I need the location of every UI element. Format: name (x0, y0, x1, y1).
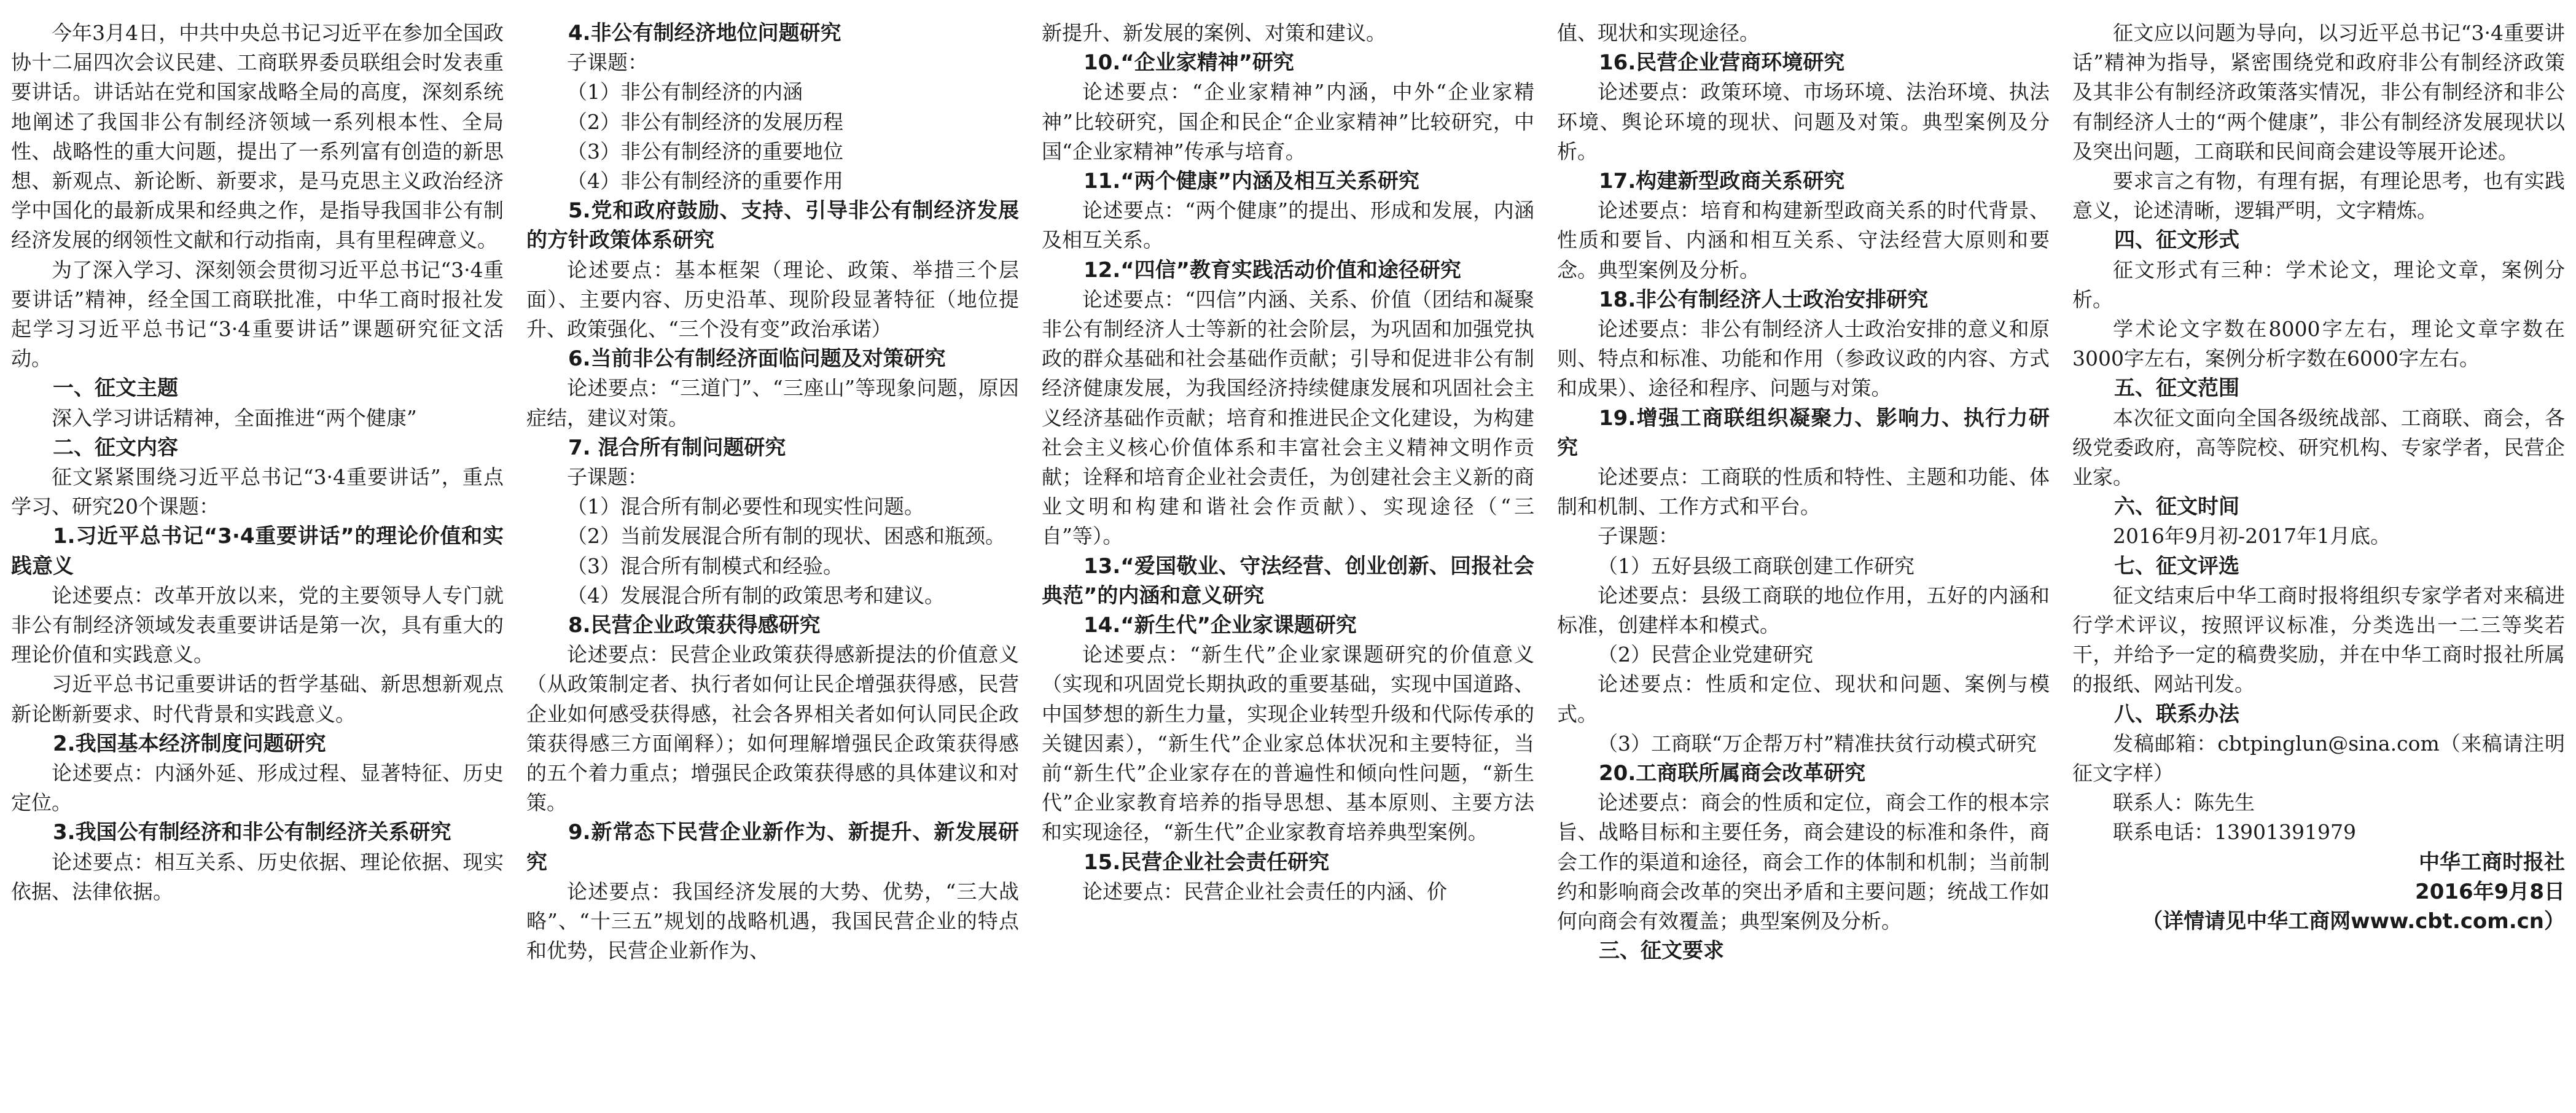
paragraph: 论述要点：民营企业政策获得感新提法的价值意义（从政策制定者、执行者如何让民企增强获得感，民营企业如何感受获得感，社会各界相关者如何认同民企政策获得感三方面阐释）；如何理解增强民企政策获得感的五个着力重点；增强民企政策获得感的具体建议和对策。 (526, 642, 1019, 815)
paragraph: 论述要点：“两个健康”的提出、形成和发展，内涵及相互关系。 (1042, 198, 1534, 252)
paragraph: （2）非公有制经济的发展历程 (567, 109, 843, 134)
paragraph: （3）工商联“万企帮万村”精准扶贫行动模式研究 (1598, 731, 2037, 756)
paragraph: （1）混合所有制必要性和现实性问题。 (567, 494, 924, 519)
paragraph: （1）五好县级工商联创建工作研究 (1598, 553, 1914, 578)
paragraph: 为了深入学习、深刻领会贯彻习近平总书记“3·4重要讲话”精神，经全国工商联批准，中华工商时报社发起学习习近平总书记“3·4重要讲话”课题研究征文活动。 (11, 257, 504, 371)
section-heading: 一、征文主题 (53, 376, 178, 401)
paragraph: 论述要点：我国经济发展的大势、优势，“三大战略”、“十三五”规划的战略机遇，我国民营企业的特点和优势，民营企业新作为、 (526, 879, 1019, 963)
paragraph: （3）混合所有制模式和经验。 (567, 553, 843, 578)
section-heading: 13.“爱国敬业、守法经营、创业创新、回报社会典范”的内涵和意义研究 (1042, 553, 1534, 608)
section-heading: 9.新常态下民营企业新作为、新提升、新发展研究 (526, 820, 1019, 875)
paragraph: 新提升、新发展的案例、对策和建议。 (1042, 21, 1386, 45)
paragraph: 论述要点：基本框架（理论、政策、举措三个层面）、主要内容、历史沿革、现阶段显著特征（地位提升、政策强化、“三个没有变”政治承诺） (526, 257, 1019, 342)
paragraph: 论述要点：内涵外延、形成过程、显著特征、历史定位。 (11, 761, 504, 815)
paragraph: 今年3月4日，中共中央总书记习近平在参加全国政协十二届四次会议民建、工商联界委员联组会时发表重要讲话。讲话站在党和国家战略全局的高度，深刻系统地阐述了我国非公有制经济领域一系列根本性、全局性、战略性的重大问题，提出了一系列富有创造的新思想、新观点、新论断、新要求，是马克思主义政治经济学中国化的最新成果和经典之作，是指导我国非公有制经济发展的纲领性文献和行动指南，具有里程碑意义。 (11, 21, 504, 252)
paragraph: 深入学习讲话精神，全面推进“两个健康” (52, 405, 417, 430)
section-heading: 20.工商联所属商会改革研究 (1599, 761, 1866, 786)
paragraph: 征文形式有三种：学术论文，理论文章，案例分析。 (2072, 257, 2565, 311)
paragraph: 论述要点：政策环境、市场环境、法治环境、执法环境、舆论环境的现状、问题及对策。典型案例及分析。 (1557, 80, 2050, 163)
paragraph: （4）发展混合所有制的政策思考和建议。 (567, 583, 945, 607)
paragraph: 征文紧紧围绕习近平总书记“3·4重要讲话”，重点学习、研究20个课题： (11, 465, 504, 519)
paragraph: 子课题： (567, 50, 648, 75)
column-3 (1042, 18, 1534, 1107)
column-5 (2072, 18, 2565, 1107)
paragraph: 论述要点：培育和构建新型政商关系的时代背景、性质和要旨、内涵和相互关系、守法经营大原则和要念。典型案例及分析。 (1557, 198, 2050, 282)
paragraph: （3）非公有制经济的重要地位 (567, 139, 843, 163)
paragraph: 联系电话：13901391979 (2113, 820, 2356, 845)
section-heading: 六、征文时间 (2114, 494, 2239, 520)
paragraph: 2016年9月初-2017年1月底。 (2113, 524, 2391, 549)
section-heading: 五、征文范围 (2114, 376, 2239, 401)
paragraph: 子课题： (1598, 524, 1679, 549)
column-4 (1557, 18, 2050, 1107)
section-heading: 5.党和政府鼓励、支持、引导非公有制经济发展的方针政策体系研究 (526, 198, 1019, 253)
section-heading: 10.“企业家精神”研究 (1083, 50, 1294, 76)
paragraph: （1）非公有制经济的内涵 (567, 80, 803, 104)
column-2 (526, 18, 1019, 1107)
paragraph: 征文结束后中华工商时报将组织专家学者对来稿进行学术评议，按照评议标准，分类选出一二三等奖若干，并给予一定的稿费奖励，并在中华工商时报社所属的报纸、网站刊发。 (2072, 583, 2565, 697)
paragraph: 值、现状和实现途径。 (1557, 21, 1760, 45)
signoff-link: （详情请见中华工商网www.cbt.com.cn） (2142, 909, 2565, 934)
paragraph: 论述要点：县级工商联的地位作用，五好的内涵和标准，创建样本和模式。 (1557, 583, 2050, 638)
paragraph: 子课题： (567, 465, 648, 490)
paragraph: 论述要点：“三道门”、“三座山”等现象问题，原因症结，建议对策。 (526, 376, 1019, 430)
section-heading: 14.“新生代”企业家课题研究 (1083, 613, 1357, 638)
section-heading: 12.“四信”教育实践活动价值和途径研究 (1083, 257, 1461, 283)
paragraph: 习近平总书记重要讲话的哲学基础、新思想新观点新论断新要求、时代背景和实践意义。 (11, 672, 504, 726)
paragraph: 论述要点：改革开放以来，党的主要领导人专门就非公有制经济领域发表重要讲话是第一次，具有重大的理论价值和实践意义。 (11, 583, 504, 667)
paragraph: （2）当前发展混合所有制的现状、困惑和瓶颈。 (567, 524, 1005, 549)
column-1 (11, 18, 504, 1107)
section-heading: 4.非公有制经济地位问题研究 (568, 21, 841, 45)
section-heading: 8.民营企业政策获得感研究 (568, 613, 821, 638)
paragraph: 论述要点：“四信”内涵、关系、价值（团结和凝聚非公有制经济人士等新的社会阶层，为巩固和加强党执政的群众基础和社会基础作贡献；引导和促进非公有制经济健康发展，为我国经济持续健康发展和巩固社会主义经济基础作贡献；培育和推进民企文化建设，为构建社会主义核心价值体系和丰富社会主义精神文明作贡献；诠释和培育企业社会责任，为创建社会主义新的商业文明和构建和谐社会作贡献）、实现途径（“三自”等）。 (1042, 287, 1534, 549)
section-heading: 19.增强工商联组织凝聚力、影响力、执行力研究 (1557, 405, 2050, 460)
paragraph: 论述要点：“企业家精神”内涵，中外“企业家精神”比较研究，国企和民企“企业家精神”比较研究，中国“企业家精神”传承与培育。 (1042, 80, 1534, 163)
paragraph: （4）非公有制经济的重要作用 (567, 169, 843, 193)
section-heading: 3.我国公有制经济和非公有制经济关系研究 (53, 820, 451, 845)
paragraph: 论述要点：“新生代”企业家课题研究的价值意义（实现和巩固党长期执政的重要基础，实现中国道路、中国梦想的新生力量，实现企业转型升级和代际传承的关键因素），“新生代”企业家总体状况和主要特征，当前“新生代”企业家存在的普遍性和倾向性问题，“新生代”企业家教育培养的指导思想、基本原则、主要方法和实现途径，“新生代”企业家教育培养典型案例。 (1042, 642, 1534, 845)
paragraph: 论述要点：工商联的性质和特性、主题和功能、体制和机制、工作方式和平台。 (1557, 465, 2050, 519)
section-heading: 四、征文形式 (2114, 228, 2239, 253)
signoff-date: 2016年9月8日 (2415, 879, 2565, 904)
paragraph: （2）民营企业党建研究 (1598, 642, 1813, 667)
paragraph: 征文应以问题为导向，以习近平总书记“3·4重要讲话”精神为指导，紧密围绕党和政府非公有制经济政策及其非公有制经济政策落实情况，非公有制经济和非公有制经济人士的“两个健康”，非公有制经济发展现状以及突出问题，工商联和民间商会建设等展开论述。 (2072, 21, 2565, 163)
section-heading: 1.习近平总书记“3·4重要讲话”的理论价值和实践意义 (11, 524, 504, 579)
section-heading: 17.构建新型政商关系研究 (1599, 169, 1845, 194)
paragraph: 论述要点：非公有制经济人士政治安排的意义和原则、特点和标准、功能和作用（参政议政的内容、方式和成果）、途径和程序、问题与对策。 (1557, 317, 2050, 400)
section-heading: 18.非公有制经济人士政治安排研究 (1599, 287, 1929, 312)
section-heading: 七、征文评选 (2114, 553, 2239, 579)
section-heading: 7. 混合所有制问题研究 (568, 435, 786, 460)
section-heading: 三、征文要求 (1599, 939, 1724, 964)
signoff-org: 中华工商时报社 (2419, 849, 2565, 875)
paragraph: 论述要点：相互关系、历史依据、理论依据、现实依据、法律依据。 (11, 849, 504, 904)
paragraph: 论述要点：民营企业社会责任的内涵、价 (1082, 879, 1447, 904)
section-heading: 6.当前非公有制经济面临问题及对策研究 (568, 346, 946, 372)
section-heading: 15.民营企业社会责任研究 (1083, 849, 1330, 875)
section-heading: 八、联系办法 (2114, 701, 2239, 727)
paragraph: 学术论文字数在8000字左右，理论文章字数在3000字左右，案例分析字数在6000字左右。 (2072, 317, 2565, 371)
paragraph: 发稿邮箱：cbtpinglun@sina.com（来稿请注明征文字样） (2072, 731, 2565, 786)
paragraph: 论述要点：性质和定位、现状和问题、案例与模式。 (1557, 672, 2050, 726)
paragraph: 论述要点：商会的性质和定位，商会工作的根本宗旨、战略目标和主要任务，商会建设的标准和条件，商会工作的渠道和途径，商会工作的体制和机制；当前制约和影响商会改革的突出矛盾和主要问题；统战工作如何向商会有效覆盖；典型案例及分析。 (1557, 791, 2050, 934)
column-5-body (2072, 18, 2565, 848)
paragraph: 本次征文面向全国各级统战部、工商联、商会，各级党委政府，高等院校、研究机构、专家学者，民营企业家。 (2072, 405, 2565, 490)
paragraph: 要求言之有物，有理有据，有理论思考，也有实践意义，论述清晰，逻辑严明，文字精炼。 (2072, 169, 2565, 223)
section-heading: 11.“两个健康”内涵及相互关系研究 (1083, 169, 1419, 194)
paragraph: 联系人：陈先生 (2113, 791, 2255, 815)
section-heading: 16.民营企业营商环境研究 (1599, 50, 1845, 76)
section-heading: 二、征文内容 (53, 435, 178, 460)
section-heading: 2.我国基本经济制度问题研究 (53, 731, 326, 756)
